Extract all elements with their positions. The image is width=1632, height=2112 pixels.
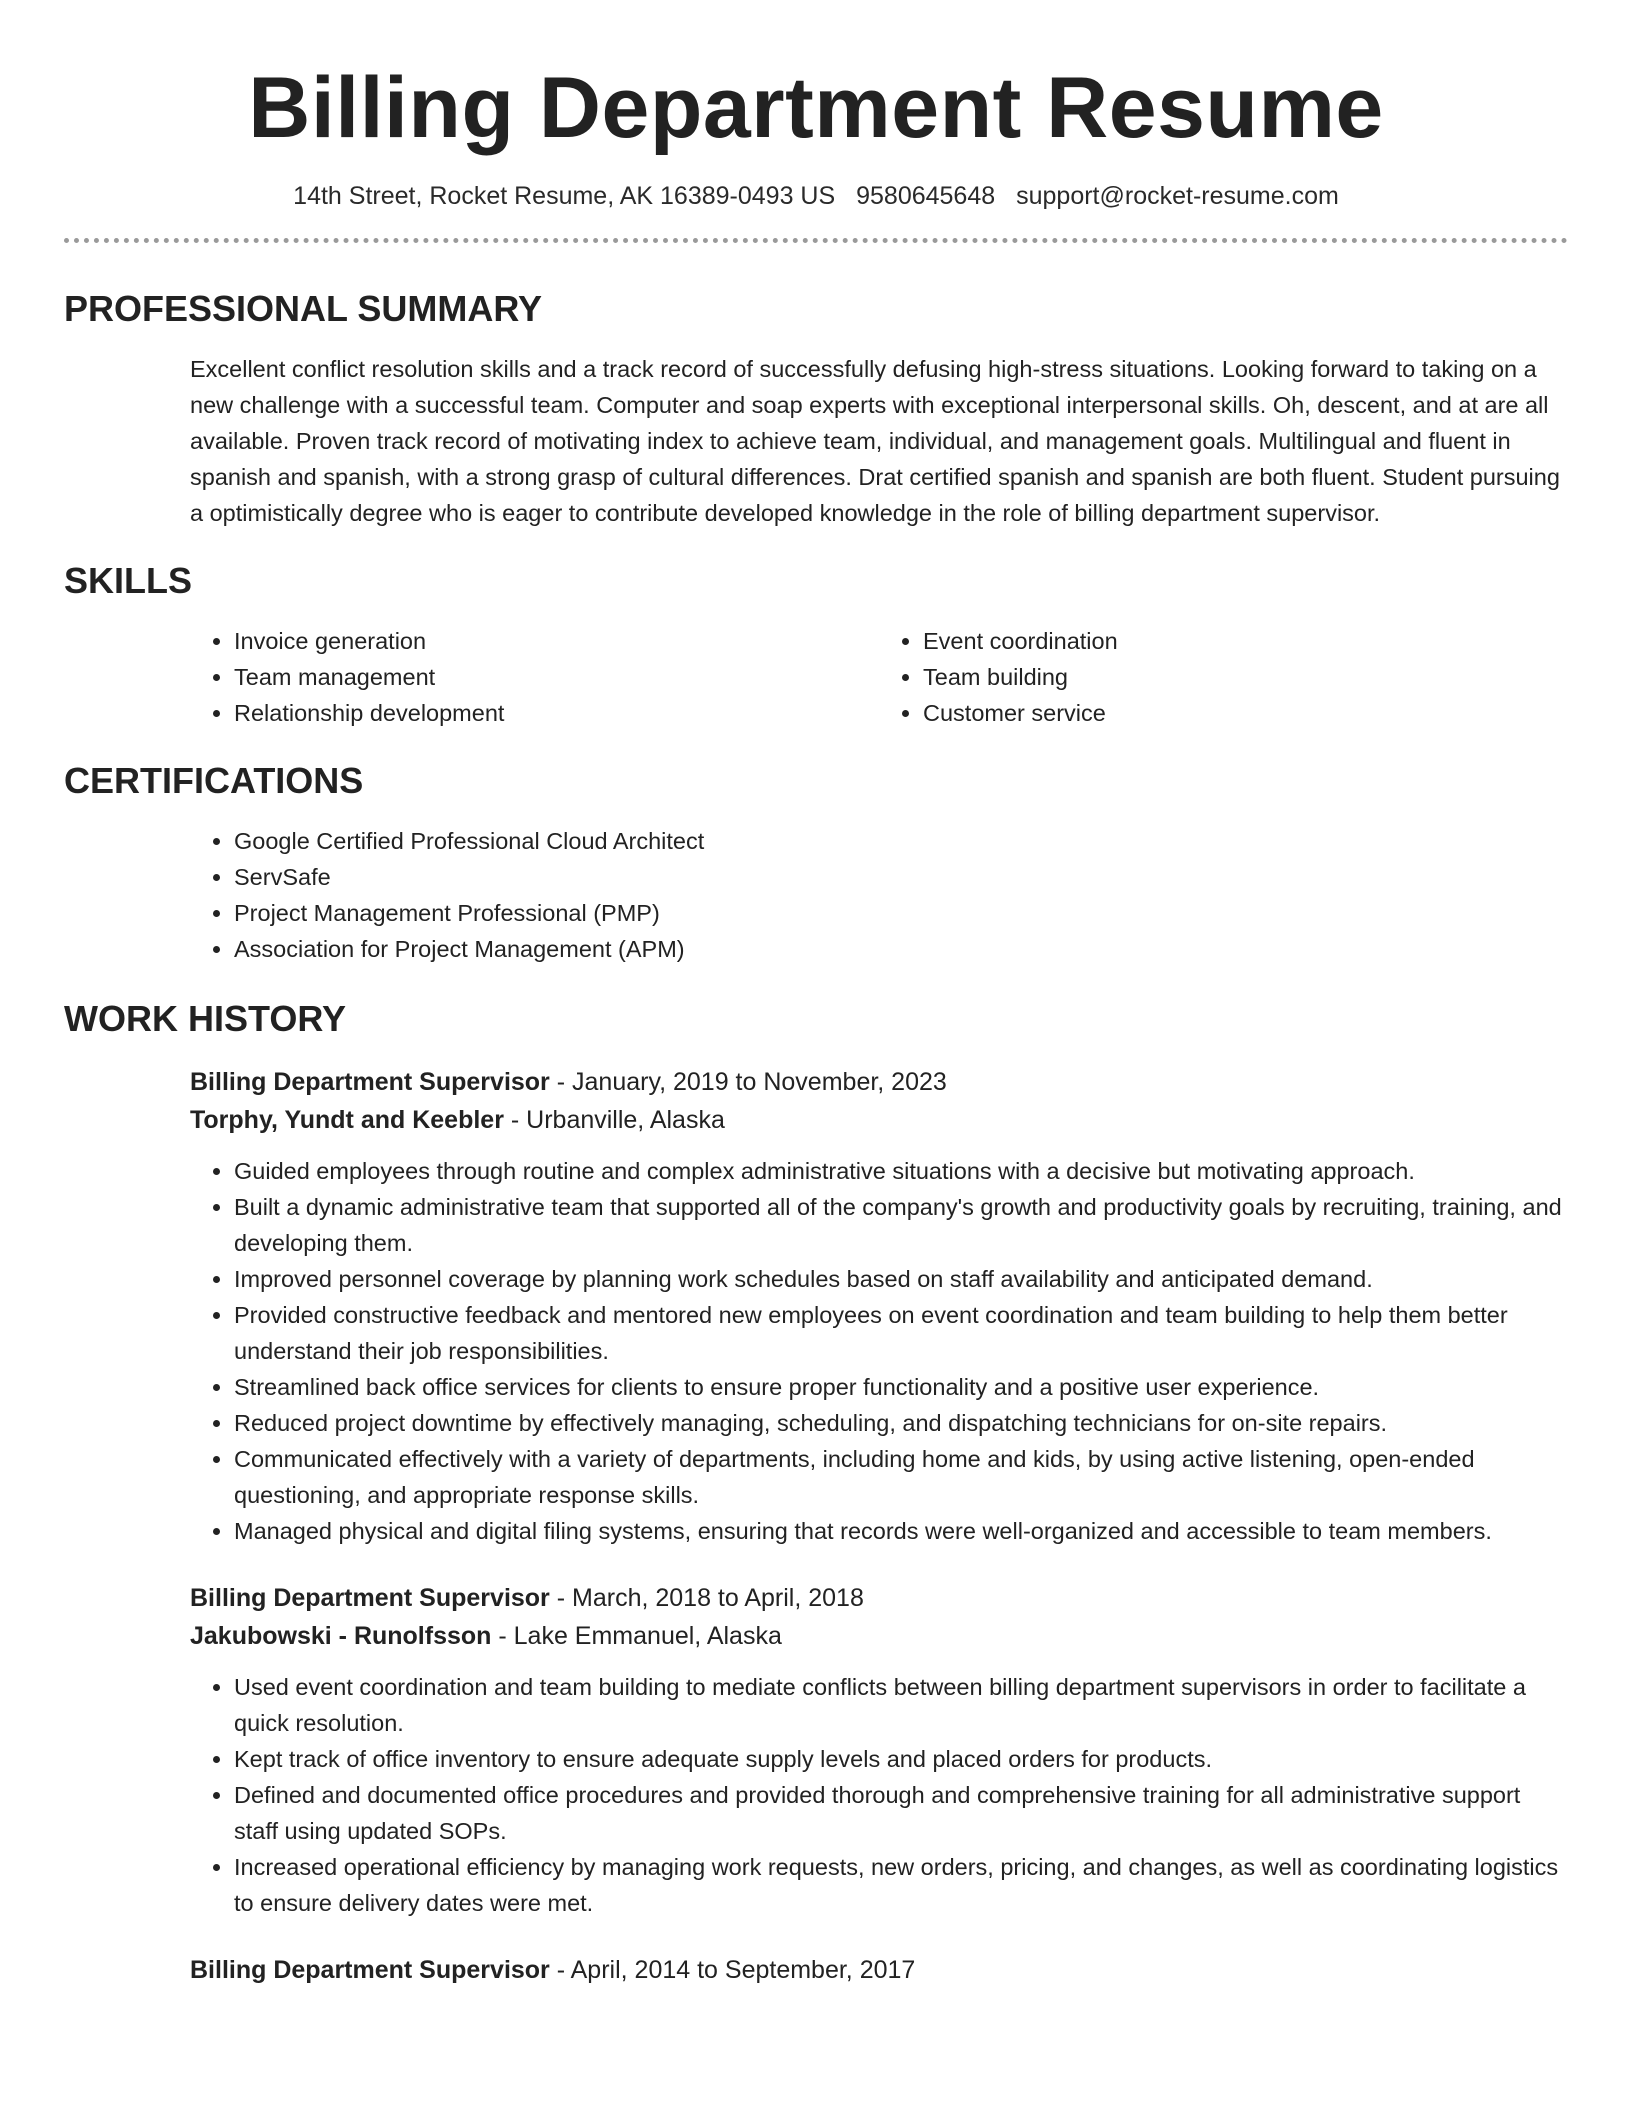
job-bullet: • Defined and documented office procedures and provided thorough and comprehensive training for all administrative support staff using updated SOPs. <box>234 1777 1568 1849</box>
certifications-heading: CERTIFICATIONS <box>64 760 364 801</box>
certification-item: • Google Certified Professional Cloud Architect <box>234 823 1568 859</box>
job-bullet: • Reduced project downtime by effectively managing, scheduling, and dispatching technicians for on-site repairs. <box>234 1405 1568 1441</box>
job-title: Billing Department Supervisor <box>190 1956 550 1984</box>
certifications-section <box>190 823 1568 967</box>
certification-item: • Project Management Professional (PMP) <box>234 895 1568 931</box>
phone: 9580645648 <box>856 182 996 210</box>
job-bullets <box>190 1669 1568 1921</box>
skills-list <box>190 623 1568 731</box>
job-bullet: • Improved personnel coverage by planning work schedules based on staff availability and anticipated demand. <box>234 1261 1568 1297</box>
address: 14th Street, Rocket Resume, AK 16389-0493 US <box>293 182 836 210</box>
job-bullet: • Used event coordination and team building to mediate conflicts between billing department supervisors in order to facilitate a quick resolution. <box>234 1669 1568 1741</box>
job-entry <box>190 1063 1568 1549</box>
job-title-line <box>190 1579 1568 1617</box>
job-company: Jakubowski - Runolfsson <box>190 1622 492 1650</box>
job-bullet: • Increased operational efficiency by managing work requests, new orders, pricing, and changes, as well as coordinating logistics to ensure delivery dates were met. <box>234 1849 1568 1921</box>
skills-heading: SKILLS <box>64 560 193 601</box>
skill-item: • Customer service <box>923 695 1568 731</box>
email: support@rocket-resume.com <box>1016 182 1339 210</box>
skills-right-column <box>879 623 1568 731</box>
job-bullet: • Streamlined back office services for clients to ensure proper functionality and a positive user experience. <box>234 1369 1568 1405</box>
job-title-line <box>190 1951 1568 1989</box>
job-title: Billing Department Supervisor <box>190 1068 550 1096</box>
job-bullet: • Managed physical and digital filing systems, ensuring that records were well-organized and accessible to team members. <box>234 1513 1568 1549</box>
skills-left-column <box>190 623 879 731</box>
job-location: - Lake Emmanuel, Alaska <box>491 1622 782 1650</box>
job-company-line <box>190 1617 1568 1655</box>
skill-item: • Event coordination <box>923 623 1568 659</box>
job-bullet: • Guided employees through routine and complex administrative situations with a decisive but motivating approach. <box>234 1153 1568 1189</box>
contact-line <box>64 180 1568 212</box>
skill-item: • Relationship development <box>234 695 879 731</box>
skill-item: • Invoice generation <box>234 623 879 659</box>
job-title-line <box>190 1063 1568 1101</box>
job-company-line <box>190 1101 1568 1139</box>
job-bullet: • Kept track of office inventory to ensure adequate supply levels and placed orders for products. <box>234 1741 1568 1777</box>
job-bullet: • Provided constructive feedback and mentored new employees on event coordination and team building to help them better understand their job responsibilities. <box>234 1297 1568 1369</box>
job-dates: - January, 2019 to November, 2023 <box>549 1068 947 1096</box>
job-entry <box>190 1951 1568 1989</box>
dotted-divider <box>64 238 1568 243</box>
job-entry <box>190 1579 1568 1921</box>
work-history-section <box>190 1063 1568 1989</box>
certification-item: • Association for Project Management (APM) <box>234 931 1568 967</box>
work-history-heading: WORK HISTORY <box>64 998 347 1039</box>
job-bullet: • Communicated effectively with a variety of departments, including home and kids, by using active listening, open-ended questioning, and appropriate response skills. <box>234 1441 1568 1513</box>
job-bullet: • Built a dynamic administrative team that supported all of the company's growth and productivity goals by recruiting, training, and developing them. <box>234 1189 1568 1261</box>
job-dates: - April, 2014 to September, 2017 <box>549 1956 916 1984</box>
summary-text: Excellent conflict resolution skills and a track record of successfully defusing high-stress situations. Looking forward to taking on a new challenge with a successful team. Computer and soap experts with exceptional interpersonal skills. Oh, descent, and at are all available. Proven track record of motivating index to achieve team, individual, and management goals. Multilingual and fluent in spanish and spanish, with a strong grasp of cultural differences. Drat certified spanish and spanish are both fluent. Student pursuing a optimistically degree who is eager to contribute developed knowledge in the role of billing department supervisor. <box>190 356 1560 526</box>
job-dates: - March, 2018 to April, 2018 <box>549 1584 864 1612</box>
job-title: Billing Department Supervisor <box>190 1584 550 1612</box>
skill-item: • Team building <box>923 659 1568 695</box>
job-company: Torphy, Yundt and Keebler <box>190 1106 504 1134</box>
summary-heading: PROFESSIONAL SUMMARY <box>64 288 543 329</box>
summary-section <box>190 351 1568 531</box>
resume-title: Billing Department Resume <box>248 60 1384 156</box>
certifications-list <box>190 823 1568 967</box>
certification-item: • ServSafe <box>234 859 1568 895</box>
job-bullets <box>190 1153 1568 1549</box>
skill-item: • Team management <box>234 659 879 695</box>
job-location: - Urbanville, Alaska <box>503 1106 725 1134</box>
